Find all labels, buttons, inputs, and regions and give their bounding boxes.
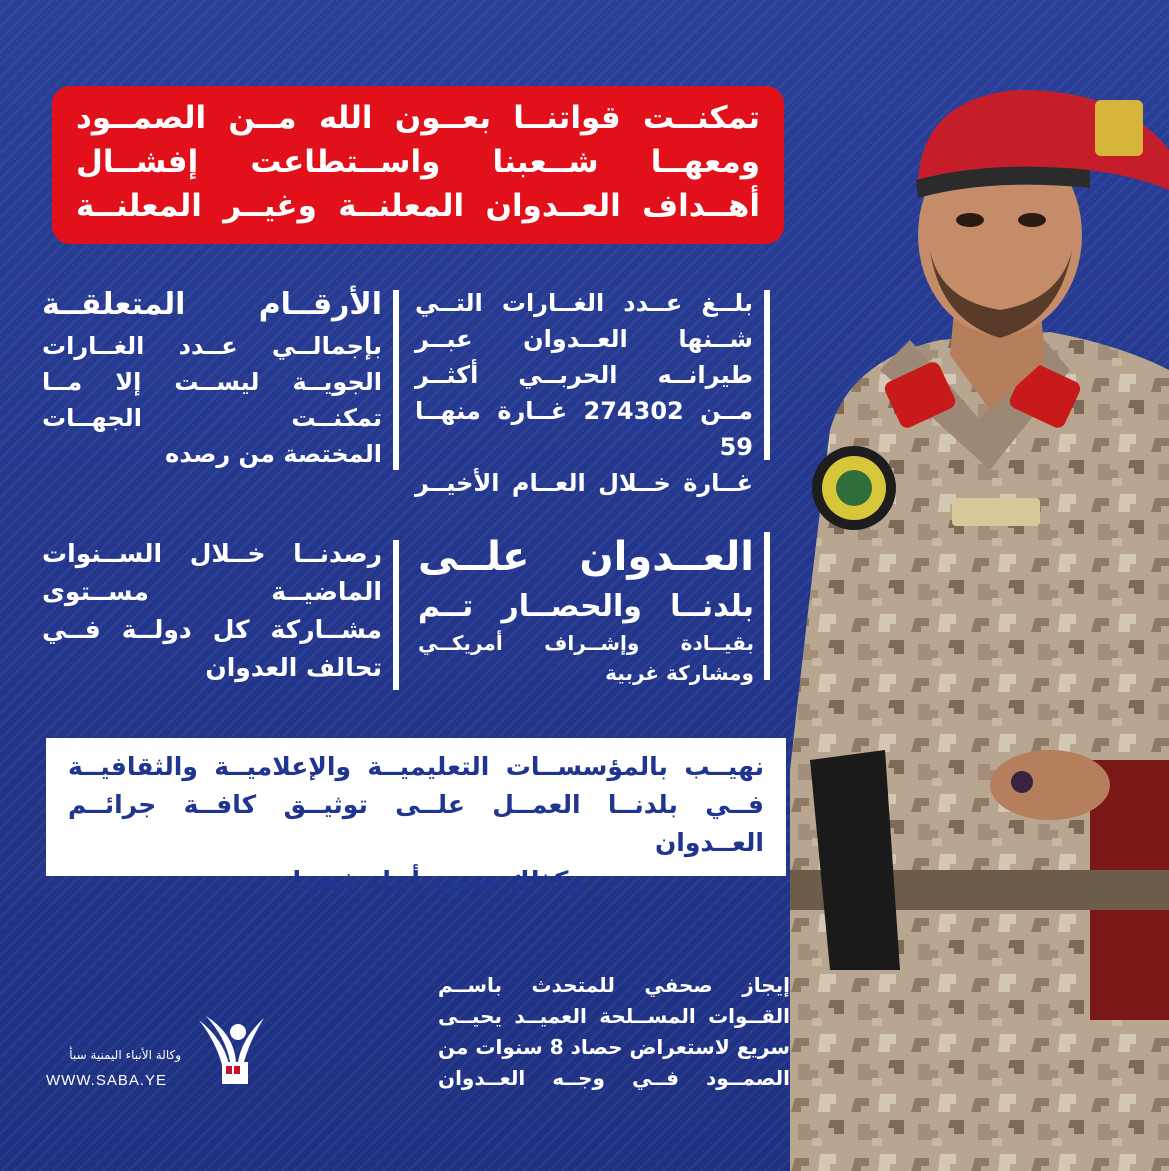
right-mid-line3: بقيــادة وإشــراف أمريكــي [418, 631, 754, 655]
left-mid-text [42, 535, 382, 687]
right-top-line: مــن 274302 غــارة منهــا 59 [415, 397, 753, 461]
left-mid-line: الماضيــة مســتوى [42, 577, 382, 606]
right-top-line: شــنها العــدوان عبــر [415, 325, 753, 353]
briefing-line: القــوات المســلحة العميــد يحيــى [438, 1004, 790, 1028]
saba-emblem-icon [194, 1010, 269, 1090]
headline-line: تمكنــت قواتنــا بعــون الله مــن الصمــود [76, 100, 760, 136]
left-mid-line: تحالف العدوان [205, 653, 382, 682]
left-top-line: المختصة من رصده [165, 440, 382, 468]
left-top-line: الجويــة ليســت إلا مــا [42, 368, 382, 396]
briefing-line: إيجاز صحفي للمتحدث باســم [438, 973, 790, 997]
officer-portrait [790, 70, 1169, 1171]
left-top-line: تمكنــت الجهــات [42, 404, 382, 432]
headline-box [52, 86, 784, 244]
left-top-line: بإجمالــي عــدد الغــارات [42, 332, 382, 360]
left-top-title: الأرقــام المتعلقــة [42, 287, 382, 322]
right-top-line: غــارة خــلال العــام الأخيــر [415, 469, 753, 497]
call-box-line: فــي بلدنــا العمــل علــى توثيــق كافــة جرائــم العــدوان [68, 790, 764, 857]
call-box-line: وكذلك صمود أبناء شعبنا [292, 866, 584, 895]
saba-logo [34, 1010, 269, 1090]
right-top-line: طيرانــه الحربــي أكثــر [415, 361, 753, 389]
right-top-text [415, 285, 753, 501]
left-mid-bar [393, 540, 399, 690]
left-top-bar [393, 290, 399, 470]
agency-url[interactable]: WWW.SABA.YE [46, 1072, 168, 1089]
right-mid-line2: بلدنــا والحصــار تــم [418, 589, 754, 624]
briefing-caption [438, 970, 790, 1094]
right-mid-line4: ومشاركة غربية [605, 661, 754, 685]
call-to-action-box [46, 738, 786, 895]
briefing-line: سريع لاستعراض حصاد 8 سنوات من [438, 1035, 790, 1059]
right-mid-text [418, 528, 754, 688]
right-top-line: بلــغ عــدد الغــارات التــي [415, 289, 753, 317]
briefing-line: الصمــود فــي وجــه العــدوان [438, 1066, 790, 1090]
call-box-line: نهيــب بالمؤسســات التعليميــة والإعلاميــة والثقافيــة [68, 752, 764, 781]
headline-line: أهــداف العــدوان المعلنــة وغيــر المعلنــة [76, 188, 760, 224]
left-mid-line: مشــاركة كل دولــة فــي [42, 615, 382, 644]
agency-name: وكالة الأنباء اليمنية سبأ [69, 1048, 181, 1062]
left-mid-line: رصدنــا خــلال الســنوات [42, 539, 382, 568]
right-mid-bar [764, 532, 770, 680]
right-mid-line1: العــدوان علــى [418, 534, 754, 580]
headline-line: ومعهــا شــعبنا واســتطاعت إفشــال [76, 144, 760, 180]
left-top-text [42, 282, 382, 472]
right-top-bar [764, 290, 770, 460]
